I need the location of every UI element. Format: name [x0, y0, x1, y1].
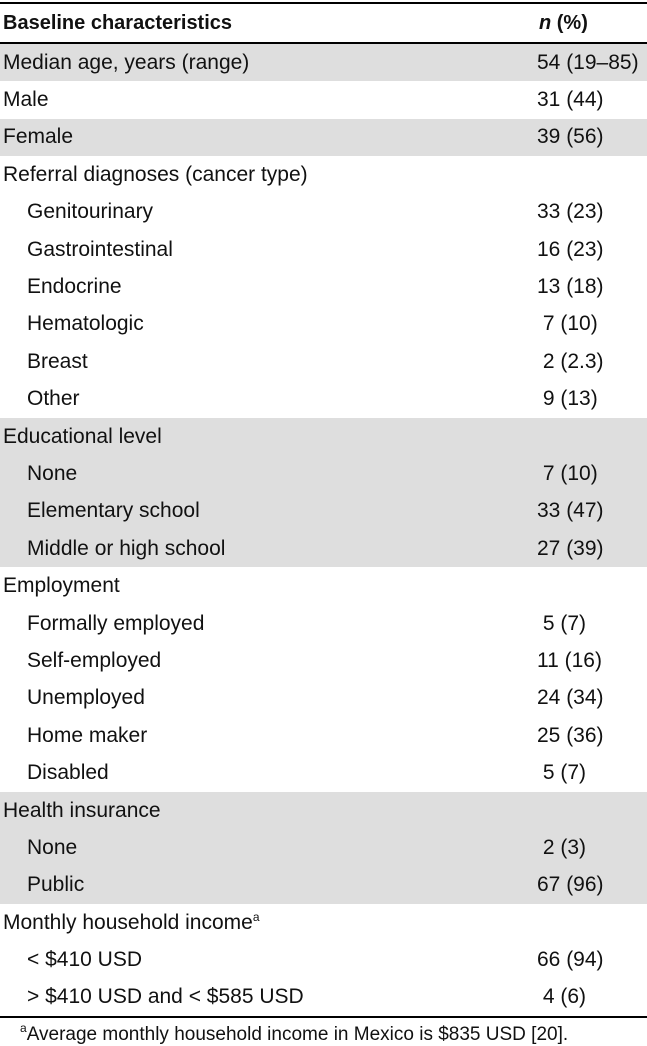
row-value: 31 (44) [537, 88, 604, 112]
row-label: Male [3, 88, 49, 112]
table-row [0, 156, 647, 193]
row-value: 7 (10) [537, 312, 598, 336]
row-label: Middle or high school [27, 536, 226, 560]
table-row [0, 829, 647, 866]
row-label: Genitourinary [27, 200, 154, 224]
row-value: 54 (19–85) [537, 50, 639, 74]
table-row [0, 455, 647, 492]
row-label: None [27, 835, 78, 859]
table-row [0, 418, 647, 455]
table-row [0, 904, 647, 941]
row-value: 5 (7) [537, 761, 587, 785]
table-row [0, 343, 647, 380]
row-label: Home maker [27, 723, 148, 747]
row-label: Endocrine [27, 275, 122, 299]
table-row [0, 119, 647, 156]
row-label: Hematologic [27, 312, 144, 336]
table-row [0, 642, 647, 679]
table-row [0, 231, 647, 268]
row-value: 27 (39) [537, 536, 604, 560]
table-row [0, 754, 647, 791]
row-label: Employment [3, 574, 120, 598]
header-percent: (%) [551, 11, 588, 34]
table-row [0, 605, 647, 642]
table-header-row [0, 4, 647, 42]
row-value: 5 (7) [537, 611, 587, 635]
row-value: 25 (36) [537, 723, 604, 747]
row-value: 66 (94) [537, 948, 604, 972]
row-label: Public [27, 873, 85, 897]
table-row [0, 567, 647, 604]
row-value: 24 (34) [537, 686, 604, 710]
row-label: Other [27, 387, 80, 411]
table-row [0, 941, 647, 978]
row-label: Breast [27, 349, 88, 373]
table-row [0, 268, 647, 305]
income-label: Monthly household income [3, 910, 253, 934]
row-label [0, 911, 647, 935]
row-value: 7 (10) [537, 461, 598, 485]
table-row [0, 867, 647, 904]
row-label: Gastrointestinal [27, 237, 173, 261]
row-value: 13 (18) [537, 275, 604, 299]
row-label: Elementary school [27, 499, 200, 523]
table-row [0, 792, 647, 829]
row-value: 33 (47) [537, 499, 604, 523]
header-label: Baseline characteristics [3, 11, 233, 34]
row-label: Median age, years (range) [3, 50, 250, 74]
row-label: Female [3, 125, 74, 149]
footnote-marker: a [20, 1021, 27, 1036]
table-row [0, 306, 647, 343]
row-value: 16 (23) [537, 237, 604, 261]
table-row [0, 680, 647, 717]
table-row [0, 81, 647, 118]
row-value: 2 (2.3) [537, 349, 604, 373]
row-label: Educational level [3, 424, 162, 448]
header-n: n [539, 11, 552, 34]
row-label: > $410 USD and < $585 USD [27, 985, 304, 1009]
row-value: 39 (56) [537, 125, 604, 149]
footnote-text: Average monthly household income in Mexico is $835 USD [20]. [26, 1024, 569, 1046]
table-row [0, 530, 647, 567]
row-value: 33 (23) [537, 200, 604, 224]
table-footnote [0, 1018, 647, 1046]
row-label: < $410 USD [27, 948, 142, 972]
row-value: 11 (16) [537, 648, 602, 672]
row-value: 67 (96) [537, 873, 604, 897]
row-label: Disabled [27, 761, 109, 785]
header-value [539, 12, 588, 35]
table-row [0, 44, 647, 81]
row-value: 4 (6) [537, 985, 587, 1009]
income-footnote-marker: a [252, 909, 260, 924]
table-row [0, 381, 647, 418]
table-row [0, 194, 647, 231]
row-label: Referral diagnoses (cancer type) [3, 162, 308, 186]
table-row [0, 717, 647, 754]
row-label: Health insurance [3, 798, 161, 822]
row-value: 9 (13) [537, 387, 598, 411]
row-label: Unemployed [27, 686, 145, 710]
row-label: Self-employed [27, 648, 162, 672]
table-row [0, 979, 647, 1016]
row-label: Formally employed [27, 611, 205, 635]
row-label: None [27, 461, 78, 485]
row-value: 2 (3) [537, 835, 587, 859]
table-row [0, 493, 647, 530]
